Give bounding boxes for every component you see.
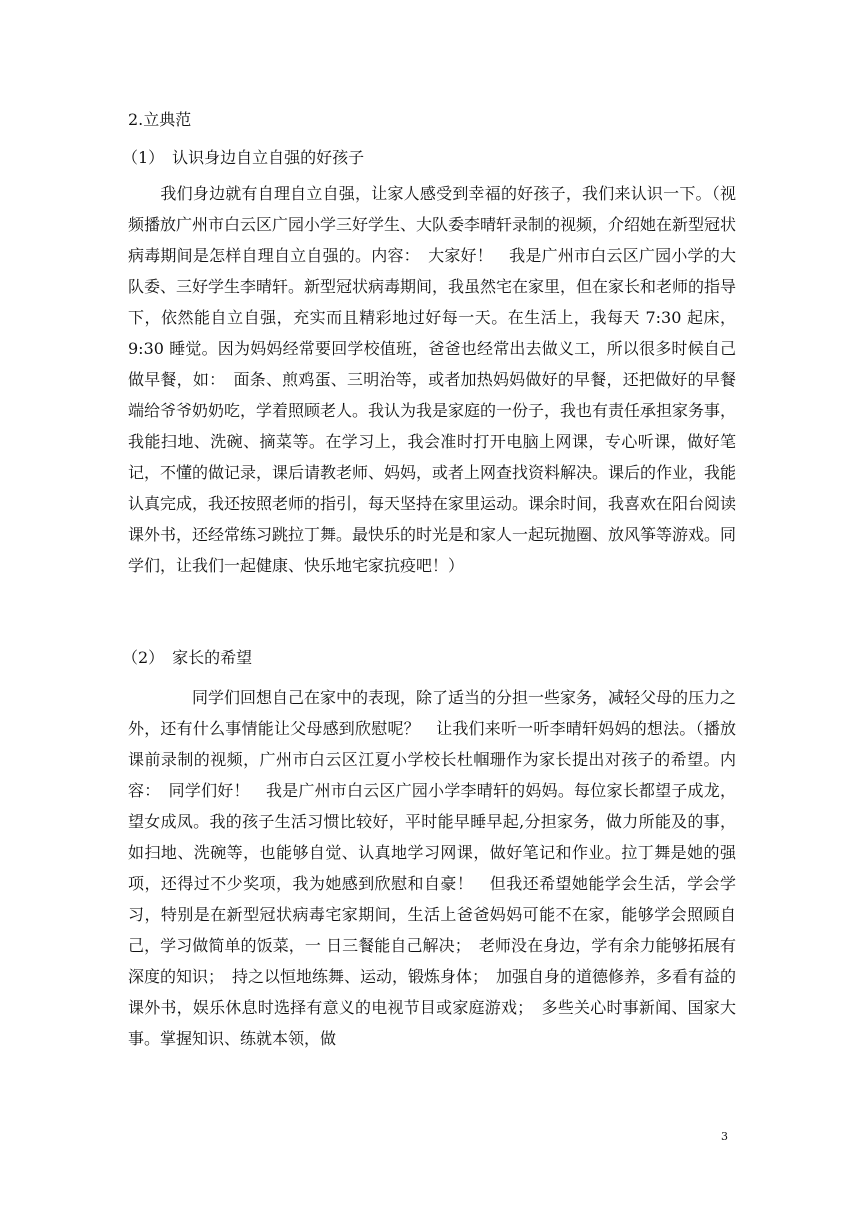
subsection-1-title: （1） 认识身边自立自强的好孩子 — [122, 148, 365, 167]
section-title: 2.立典范 — [128, 110, 192, 129]
subsection-1-paragraph: 我们身边就有自理自立自强，让家人感受到幸福的好孩子，我们来认识一下。（视频播放广州市白云区广园小学三好学生、大队委李晴轩录制的视频，介绍她在新型冠状病毒期间是怎样自理自立自强的。内容： 大家好！ 我是广州市白云区广园小学的大队委、三好学生李晴轩。新型冠状病毒期间，我虽然宅在家里，但在家长和老师的指导下，依然能自立自强，充实而且精彩地过好每一天。在生活上，我每天 7:30 起床，9:30 睡觉。因为妈妈经常要回学校值班，爸爸也经常出去做义工，所以很多时候自己做早餐，如： 面条、煎鸡蛋、三明治等，或者加热妈妈做好的早餐，还把做好的早餐端给爷爷奶奶吃，学着照顾老人。我认为我是家庭的一份子，我也有责任承担家务事，我能扫地、洗碗、摘菜等。在学习上，我会准时打开电脑上网课，专心听课，做好笔记，不懂的做记录，课后请教老师、妈妈，或者上网查找资料解决。课后的作业，我能认真完成，我还按照老师的指引，每天坚持在家里运动。课余时间，我喜欢在阳台阅读课外书，还经常练习跳拉丁舞。最快乐的时光是和家人一起玩抛圈、放风筝等游戏。同学们，让我们一起健康、快乐地宅家抗疫吧！） — [128, 184, 737, 575]
subsection-2-title: （2） 家长的希望 — [122, 648, 253, 667]
subsection-2-paragraph: 同学们回想自己在家中的表现，除了适当的分担一些家务，减轻父母的压力之外，还有什么事情能让父母感到欣慰呢？ 让我们来听一听李晴轩妈妈的想法。（播放课前录制的视频，广州市白云区江夏小学校长杜帼珊作为家长提出对孩子的希望。内容： 同学们好！ 我是广州市白云区广园小学李晴轩的妈妈。每位家长都望子成龙，望女成凤。我的孩子生活习惯比较好，平时能早睡早起,分担家务，做力所能及的事，如扫地、洗碗等，也能够自觉、认真地学习网课，做好笔记和作业。拉丁舞是她的强项，还得过不少奖项，我为她感到欣慰和自豪！ 但我还希望她能学会生活，学会学习，特别是在新型冠状病毒宅家期间，生活上爸爸妈妈可能不在家，能够学会照顾自己，学习做简单的饭菜，一 日三餐能自己解决； 老师没在身边，学有余力能够拓展有深度的知识； 持之以恒地练舞、运动，锻炼身体； 加强自身的道德修养，多看有益的课外书，娱乐休息时选择有意义的电视节目或家庭游戏； 多些关心时事新闻、国家大事。掌握知识、练就本领，做 — [128, 688, 737, 1048]
page-number: 3 — [721, 1130, 728, 1143]
